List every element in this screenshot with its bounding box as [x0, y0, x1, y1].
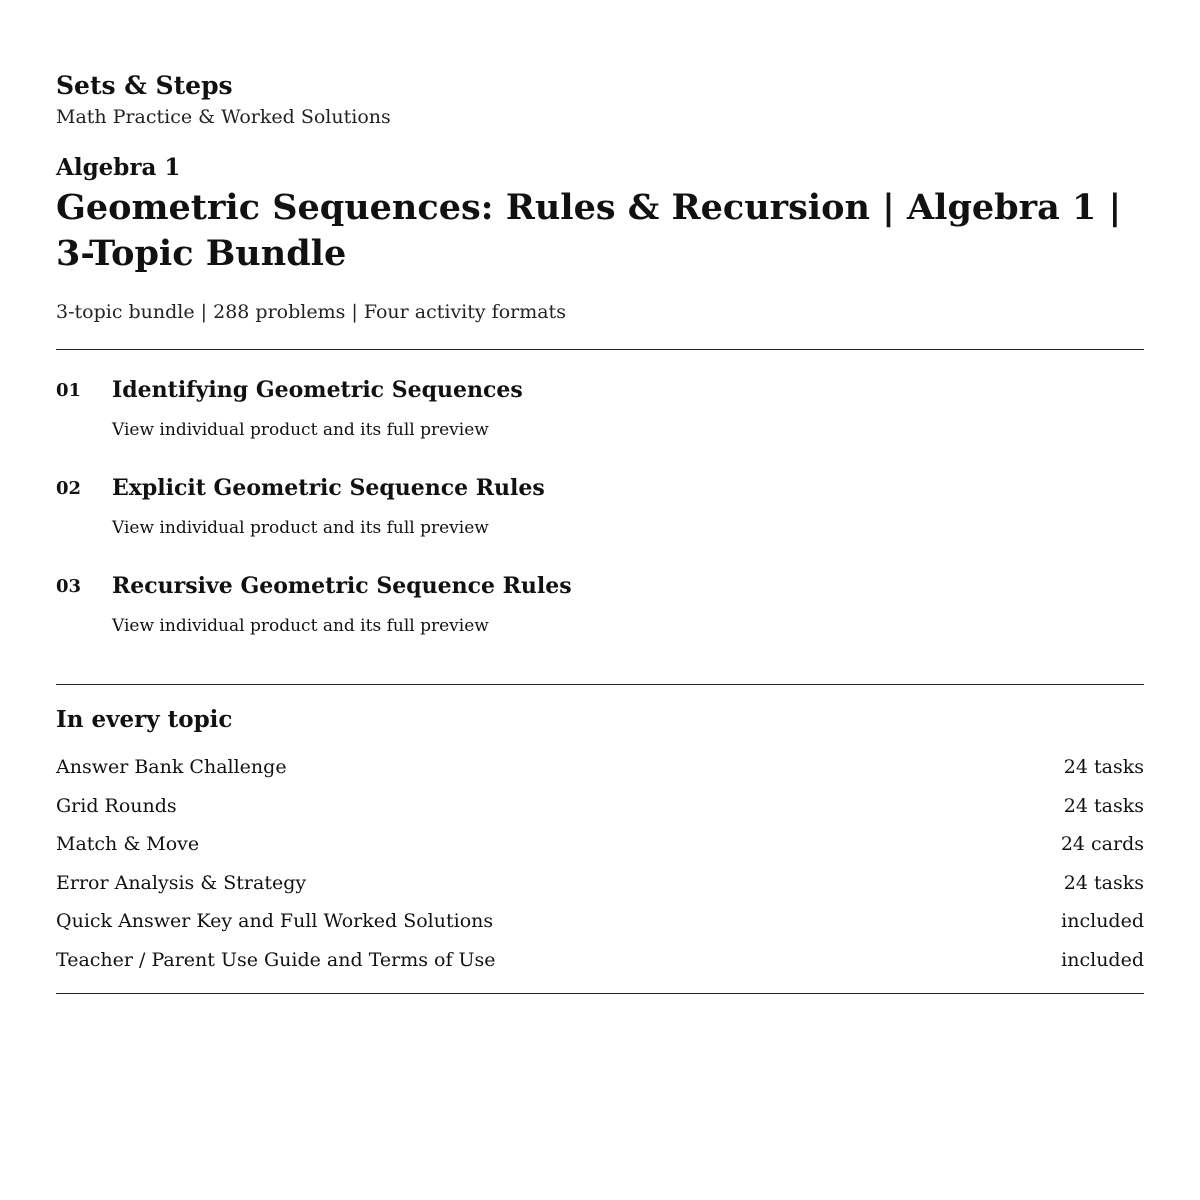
contents-item-value: included — [1061, 910, 1144, 933]
contents-row — [56, 830, 1144, 869]
course-label: Algebra 1 — [56, 154, 181, 181]
topic-number: 03 — [56, 576, 82, 597]
topic-number: 02 — [56, 478, 82, 499]
contents-list — [56, 753, 1144, 985]
contents-item-name: Quick Answer Key and Full Worked Solutions — [56, 910, 494, 933]
contents-row — [56, 869, 1144, 908]
contents-heading: In every topic — [56, 706, 233, 733]
topic-preview-link[interactable]: View individual product and its full preview — [112, 616, 489, 636]
topic-title: Identifying Geometric Sequences — [112, 377, 523, 403]
topic-item — [56, 571, 1144, 651]
topic-preview-link[interactable]: View individual product and its full preview — [112, 518, 489, 538]
page-title: Geometric Sequences: Rules & Recursion | Algebra 1 | 3-Topic Bundle — [56, 187, 1122, 274]
contents-row — [56, 753, 1144, 792]
topic-item — [56, 375, 1144, 455]
topic-number: 01 — [56, 380, 82, 401]
contents-item-value: included — [1061, 948, 1144, 971]
contents-item-value: 24 tasks — [1063, 756, 1144, 778]
topic-preview-link[interactable]: View individual product and its full preview — [112, 420, 489, 440]
contents-item-name: Error Analysis & Strategy — [56, 871, 307, 894]
divider-bottom — [56, 993, 1144, 994]
topic-title: Recursive Geometric Sequence Rules — [112, 573, 572, 599]
brand-tagline: Math Practice & Worked Solutions — [56, 106, 391, 128]
contents-item-name: Grid Rounds — [56, 794, 177, 817]
topic-item — [56, 473, 1144, 553]
contents-item-value: 24 tasks — [1063, 794, 1144, 817]
contents-item-value: 24 tasks — [1063, 871, 1144, 894]
contents-row — [56, 907, 1144, 946]
contents-item-name: Teacher / Parent Use Guide and Terms of Use — [56, 948, 496, 971]
contents-row — [56, 792, 1144, 831]
contents-item-name: Match & Move — [56, 833, 200, 856]
divider-top — [56, 349, 1144, 350]
contents-item-name: Answer Bank Challenge — [56, 756, 287, 778]
contents-item-value: 24 cards — [1060, 833, 1144, 856]
contents-row — [56, 946, 1144, 985]
brand-name: Sets & Steps — [56, 71, 233, 100]
divider-middle — [56, 684, 1144, 685]
topic-title: Explicit Geometric Sequence Rules — [112, 475, 545, 501]
bundle-summary: 3-topic bundle | 288 problems | Four activity formats — [56, 301, 566, 323]
